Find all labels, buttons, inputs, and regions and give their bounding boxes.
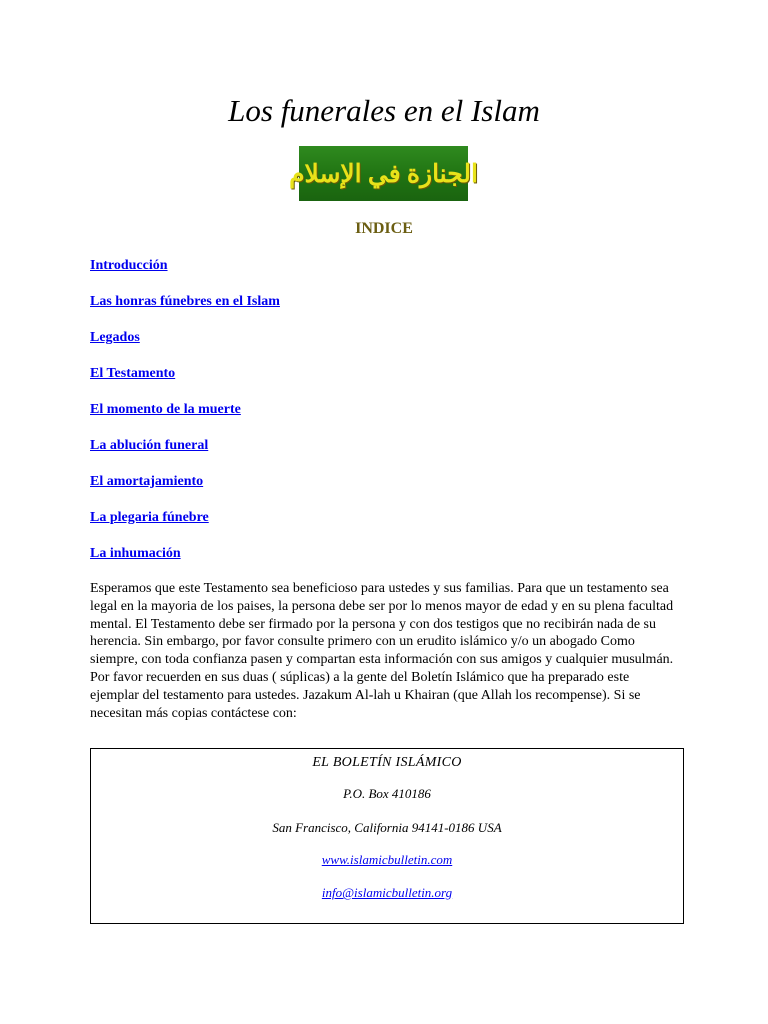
- website-line: [91, 851, 683, 869]
- arabic-title-banner: [289, 146, 478, 201]
- index-heading: INDICE: [355, 220, 413, 237]
- toc-item: [90, 508, 280, 544]
- toc-link-honras-funebres[interactable]: Las honras fúnebres en el Islam: [90, 294, 280, 309]
- toc-item: [90, 364, 280, 400]
- table-of-contents: [90, 256, 280, 580]
- organization-name: EL BOLETÍN ISLÁMICO: [312, 755, 462, 770]
- toc-item: [90, 400, 280, 436]
- po-box-address: P.O. Box 410186: [343, 786, 431, 801]
- arabic-title-text: الجنازة في الإسلام: [289, 160, 478, 188]
- toc-link-amortajamiento[interactable]: El amortajamiento: [90, 474, 204, 489]
- toc-link-plegaria-funebre[interactable]: La plegaria fúnebre: [90, 510, 209, 525]
- toc-link-momento-muerte[interactable]: El momento de la muerte: [90, 402, 241, 417]
- city-address: San Francisco, California 94141-0186 USA: [272, 820, 502, 835]
- website-link[interactable]: www.islamicbulletin.com: [321, 852, 453, 867]
- page-title: Los funerales en el Islam: [228, 93, 540, 128]
- toc-item: [90, 436, 280, 472]
- contact-box: [90, 748, 684, 924]
- toc-item: [90, 292, 280, 328]
- email-link[interactable]: info@islamicbulletin.org: [321, 885, 453, 900]
- toc-link-testamento[interactable]: El Testamento: [90, 366, 176, 381]
- toc-item: [90, 256, 280, 292]
- toc-link-inhumacion[interactable]: La inhumación: [90, 546, 181, 561]
- toc-item: [90, 472, 280, 508]
- toc-link-introduccion[interactable]: Introducción: [90, 258, 168, 273]
- toc-item: [90, 328, 280, 364]
- email-line: [91, 884, 683, 902]
- toc-link-ablucion-funeral[interactable]: La ablución funeral: [90, 438, 209, 453]
- toc-link-legados[interactable]: Legados: [90, 330, 140, 345]
- intro-paragraph: Esperamos que este Testamento sea beneficioso para ustedes y sus familias. Para que un testamento sea legal en la mayoria de los paises, la persona debe ser por lo menos mayor de edad y en su plena facultad mental. El Testamento debe ser firmado por la persona y con dos testigos que no recibirán nada de su herencia. Sin embargo, por favor consulte primero con un erudito islámico y/o un abogado Como siempre, con toda confianza pasen y compartan esta información con sus amigos y cualquier musulmán. Por favor recuerden en sus duas ( súplicas) a la gente del Boletín Islámico que ha preparado este ejemplar del testamento para ustedes. Jazakum Al-lah u Khairan (que Allah los recompense). Si se necesitan más copias contáctese con:: [90, 581, 674, 721]
- toc-item: [90, 544, 280, 580]
